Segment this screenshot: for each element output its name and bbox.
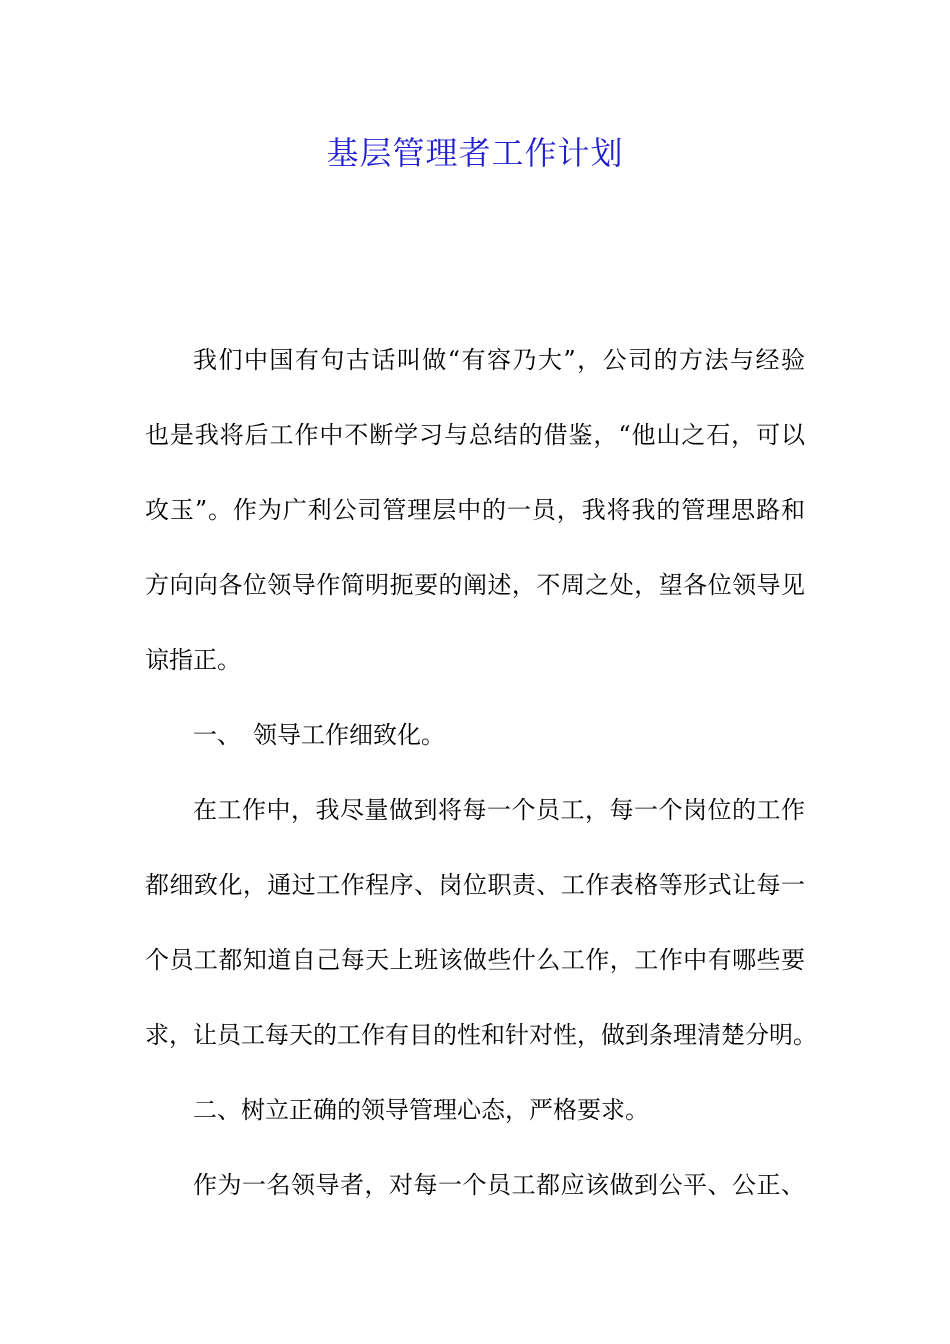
- paragraph-line: 求，让员工每天的工作有目的性和针对性，做到条理清楚分明。: [145, 1021, 817, 1049]
- document-body: [145, 337, 817, 1237]
- section-heading-1: [145, 712, 805, 787]
- section-heading-text: 领导工作细致化。: [253, 721, 445, 749]
- paragraph-line: 在工作中，我尽量做到将每一个员工，每一个岗位的工作: [193, 796, 805, 824]
- section-number: 一、: [193, 721, 241, 749]
- paragraph-line: 谅指正。: [145, 646, 241, 674]
- paragraph-line: 也是我将后工作中不断学习与总结的借鉴，“他山之石，可以: [145, 421, 805, 449]
- section-heading-2: 二、树立正确的领导管理心态，严格要求。: [193, 1096, 649, 1124]
- paragraph-line: 方向向各位领导作简明扼要的阐述，不周之处，望各位领导见: [145, 571, 805, 599]
- paragraph-line: 攻玉”。作为广利公司管理层中的一员，我将我的管理思路和: [145, 496, 805, 524]
- paragraph-line: 个员工都知道自己每天上班该做些什么工作，工作中有哪些要: [145, 946, 805, 974]
- paragraph-line: 都细致化，通过工作程序、岗位职责、工作表格等形式让每一: [145, 871, 805, 899]
- paragraph-line: 我们中国有句古话叫做“有容乃大”，公司的方法与经验: [193, 346, 805, 374]
- paragraph-line: 作为一名领导者，对每一个员工都应该做到公平、公正、: [193, 1171, 805, 1199]
- document-title: 基层管理者工作计划: [326, 134, 624, 172]
